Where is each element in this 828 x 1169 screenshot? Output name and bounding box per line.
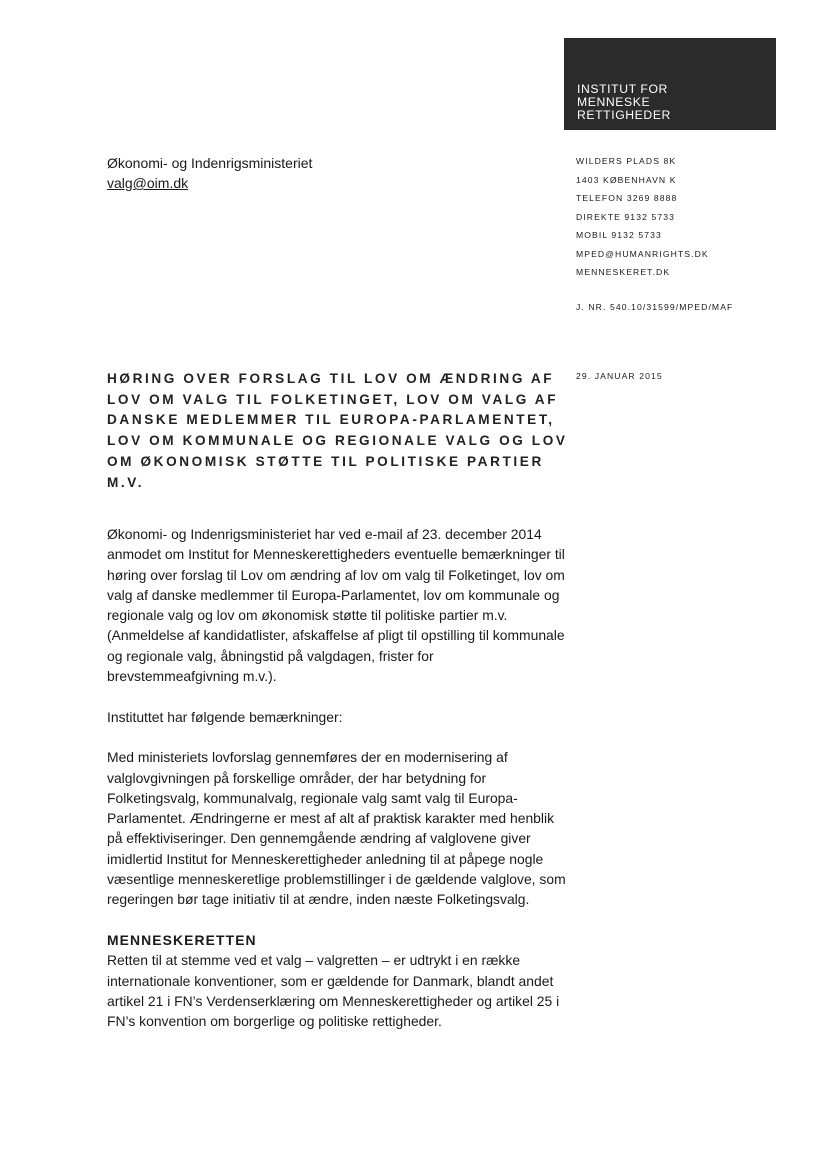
contact-phone: TELEFON 3269 8888	[576, 193, 678, 203]
document-title: HØRING OVER FORSLAG TIL LOV OM ÆNDRING AF LOV OM VALG TIL FOLKETINGET, LOV OM VALG AF DANSKE MEDLEMMER TIL EUROPA-PARLAMENTET, LOV OM KOMMUNALE OG REGIONALE VALG OG LOV OM ØKONOMISK STØTTE TIL POLITISKE PARTIER M.V.	[107, 371, 568, 490]
recipient-block	[107, 153, 312, 193]
contact-address: WILDERS PLADS 8K	[576, 156, 677, 166]
contact-direct: DIREKTE 9132 5733	[576, 211, 675, 222]
contact-mobile: MOBIL 9132 5733	[576, 230, 662, 240]
recipient-name: Økonomi- og Indenrigsministeriet	[107, 155, 313, 171]
institute-logo	[564, 38, 776, 130]
contact-email: MPED@HUMANRIGHTS.DK	[576, 248, 709, 259]
contact-website: MENNESKERET.DK	[576, 267, 671, 277]
body-paragraph-4: Retten til at stemme ved et valg – valgretten – er udtrykt i en række internationale konventioner, som er gældende for Danmark, blandt andet artikel 21 i FN’s Verdenserklæring om Menneskerettigheder og artikel 25 i FN’s konvention om borgerlige og politiske rettigheder.	[107, 952, 560, 1030]
body-paragraph-1: Økonomi- og Indenrigsministeriet har ved e-mail af 23. december 2014 anmodet om Institut for Menneskerettigheders eventuelle bemærkninger til høring over forslag til Lov om ændring af lov om valg til Folketinget, lov om valg af danske medlemmer til Europa-Parlamentet, lov om kommunale og regionale valg og lov om økonomisk støtte til politiske partier m.v. (Anmeldelse af kandidatlister, afskaffelse af pligt til opstilling til kommunale og regionale valg, åbningstid på valgdagen, frister for brevstemmeafgivning m.v.).	[107, 526, 565, 685]
contact-city: 1403 KØBENHAVN K	[576, 174, 677, 185]
body-paragraph-2: Instituttet har følgende bemærkninger:	[107, 708, 343, 725]
body-paragraph-3: Med ministeriets lovforslag gennemføres der en modernisering af valglovgivningen på forskellige områder, der har betydning for Folketingsvalg, kommunalvalg, regionale valg samt valg til Europa-Parlamentet. Ændringerne er mest af alt af praktisk karakter med henblik på effektiviseringer. Den gennemgående ændring af valglovene giver imidlertid Institut for Menneskerettigheder anledning til at påpege nogle væsentlige menneskeretlige problemstillinger i de gældende valglove, som regeringen bør tage initiativ til at ændre, inden næste Folketingsvalg.	[107, 749, 566, 908]
contact-block	[576, 155, 709, 285]
letter-date: 29. JANUAR 2015	[576, 371, 663, 381]
journal-number: J. NR. 540.10/31599/MPED/MAF	[576, 302, 734, 312]
recipient-email-link[interactable]: valg@oim.dk	[107, 175, 189, 191]
logo-line-2: MENNESKE	[577, 95, 651, 109]
section-heading: MENNESKERETTEN	[107, 931, 257, 948]
logo-line-1: INSTITUT FOR	[577, 82, 668, 96]
logo-line-3: RETTIGHEDER	[577, 108, 671, 122]
letter-body	[107, 524, 569, 1052]
